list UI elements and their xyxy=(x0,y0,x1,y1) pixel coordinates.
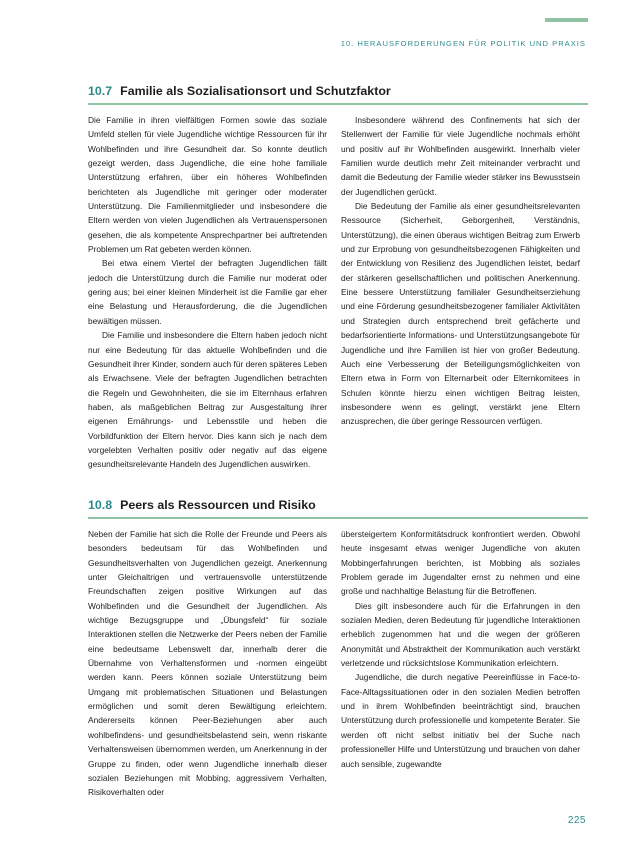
paragraph: Neben der Familie hat sich die Rolle der Freunde und Peers als besonders bedeutsam für das Wohlbefinden und Gesundheitsverhalten von Jugendlichen gezeigt. Anerkennung unter Gleichaltrigen und vertrauensvolle unterstützende Freundschaften zeigen positive Wirkungen auf das Wohlbefinden und die Gesundheit der Jugendlichen. Als wichtige Bezugsgruppe und „Übungsfeld“ für soziale Interaktionen stellen die Netzwerke der Peers neben der Familie eine bedeutsame Lebenswelt dar, innerhalb derer die Übernahme von Verhaltensformen und -normen eingeübt werden kann. Peers können soziale Unterstützung beim Umgang mit problematischen Situationen und Belastungen ermöglichen und somit deren Bewältigung erleichtern. Andererseits können Peer-Beziehungen aber auch wohlbefindens- und gesundheitsbelastend sein, wenn riskante Verhaltensweisen übernommen werden, um Anerkennung in der Gruppe zu finden, oder wenn Jugendliche innerhalb dieser sozialen Beziehungen mit Mobbing, aggressivem Verhalten, Risikoverhalten oder xyxy=(88,529,327,798)
paragraph: Dies gilt insbesondere auch für die Erfahrungen in den sozialen Medien, deren Bedeutung für jugendliche Interaktionen erheblich zugenommen hat und die wegen der größeren Anonymität und Abstraktheit der Kommunikation auch verstärkt verletzende und rücksichtslose Kommunikation erleichtern. xyxy=(341,600,580,669)
text-column-right xyxy=(341,113,580,429)
text-column-left xyxy=(88,113,327,472)
page-number: 225 xyxy=(567,815,586,826)
section-divider xyxy=(88,103,588,105)
running-header: 10. HERAUSFORDERUNGEN FÜR POLITIK UND PRAXIS xyxy=(340,39,586,48)
paragraph: Bei etwa einem Viertel der befragten Jugendlichen fällt jedoch die Unterstützung durch die Familie nur moderat oder gering aus; bei einer kleinen Minderheit ist die Familie gar eher eine Belastung und Herausforderung, die die Jugendlichen bewältigen müssen. xyxy=(88,258,327,326)
section-divider xyxy=(88,517,588,519)
section-number: 10.7 xyxy=(88,84,113,98)
section-title: Familie als Sozialisationsort und Schutzfaktor xyxy=(120,84,391,98)
section-heading-10-7 xyxy=(88,84,391,98)
paragraph: Die Bedeutung der Familie als einer gesundheitsrelevanten Ressource (Sicherheit, Geborgenheit, Verständnis, Unterstützung), die einen überaus wichtigen Beitrag zum Erwerb und zur Erprobung von gesundheitsbezogenen Fähigkeiten und der Entwicklung von Resilienz des Jugendlichen leistet, bedarf der stärkeren gesellschaftlichen und politischen Anerkennung. Eine bessere Unterstützung familialer Gesundheitserziehung und eine Förderung gesundheitsbezogener familialer Aktivitäten und Strategien durch entsprechend breit gefächerte und bedarfsorientierte Informations- und Unterstützungsangebote für Jugendliche und ihre Familien ist hier von großer Bedeutung. Auch eine Verbesserung der Beteiligungsmöglichkeiten von Eltern etwa in Form von Elternarbeit oder Elternkomitees in Schulen könnte hierzu einen wichtigen Beitrag leisten, insbesondere wenn es gelingt, verstärkt jene Eltern anzusprechen, die über geringe Ressourcen verfügen. xyxy=(341,201,580,427)
text-column-right xyxy=(341,527,580,771)
section-heading-10-8 xyxy=(88,498,316,512)
section-title: Peers als Ressourcen und Risiko xyxy=(120,498,316,512)
header-accent-bar xyxy=(545,18,588,22)
text-column-left xyxy=(88,527,327,800)
paragraph: Jugendliche, die durch negative Peereinflüsse in Face-to-Face-Alltagssituationen oder in den sozialen Medien betroffen und in ihrem Wohlbefinden beeinträchtigt sind, brauchen Unterstützung durch professionelle und kompetente Berater. Sie werden oft nicht selbst initiativ bei der Suche nach professioneller Hilfe und Unterstützung und brauchen von daher auch sensible, zugewandte xyxy=(341,672,580,769)
paragraph: übersteigertem Konformitätsdruck konfrontiert werden. Obwohl heute insgesamt etwas weniger Jugendliche von akuten Mobbingerfahrungen berichten, ist Mobbing als soziales Problem gerade im Jugendalter ernst zu nehmen und eine große und nachhaltige Belastung für die Betroffenen. xyxy=(341,529,580,597)
section-number: 10.8 xyxy=(88,498,113,512)
paragraph: Insbesondere während des Confinements hat sich der Stellenwert der Familie für viele Jugendliche nochmals erhöht und positiv auf ihr Wohlbefinden ausgewirkt. Innerhalb vieler Familien wurde deutlich mehr Zeit miteinander verbracht und damit die Bedeutung der Familie wieder stärker ins Bewusstsein der Jugendlichen gerückt. xyxy=(341,115,580,197)
paragraph: Die Familie in ihren vielfältigen Formen sowie das soziale Umfeld stellen für viele Jugendliche wichtige Ressourcen für ihr Wohlbefinden und ihre Gesundheit dar. So konnte deutlich gezeigt werden, dass Jugendliche, die eine hohe familiale Unterstützung erfahren, über ein höheres Wohlbefinden berichteten als Jugendliche mit geringer oder moderater Unterstützung. Die Familienmitglieder und insbesondere die Eltern werden von vielen Jugendlichen als Vertrauenspersonen gesehen, die als kompetente Ansprechpartner bei auftretenden Problemen um Rat gebeten werden können. xyxy=(88,115,327,255)
paragraph: Die Familie und insbesondere die Eltern haben jedoch nicht nur eine Bedeutung für das aktuelle Wohlbefinden und die Gesundheit ihrer Kinder, sondern auch für deren späteres Leben als Erwachsene. Viele der befragten Jugendlichen betrachten die Regeln und Gewohnheiten, die sie im Elternhaus erfahren haben, als maßgeblichen Beitrag zur Ausgestaltung ihrer eigenen Ernährungs- und Lebensstile und heben die Vorbildfunktion der Eltern hervor. Dies kann sich je nach dem vorgelebten Verhalten positiv oder negativ auf das eigene gesundheitsrelevante Handeln des Jugendlichen auswirken. xyxy=(88,330,327,470)
